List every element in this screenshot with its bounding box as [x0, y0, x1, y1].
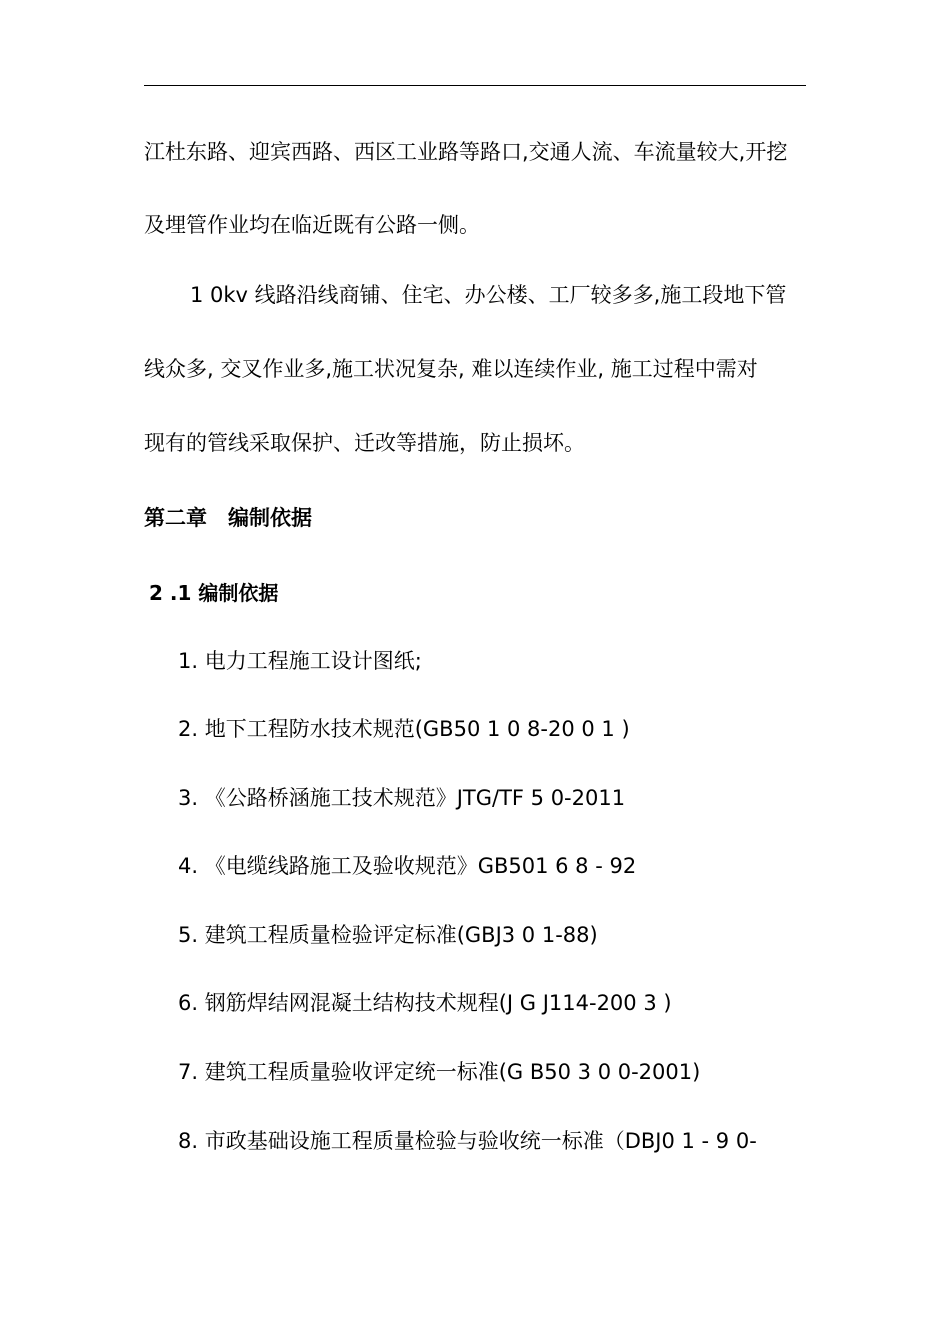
chapter-heading: 第二章 编制依据 — [144, 506, 312, 530]
list-item: 3. 《公路桥涵施工技术规范》JTG/TF 5 0-2011 — [178, 786, 626, 810]
list-item: 8. 市政基础设施工程质量检验与验收统一标准（DBJ0 1 - 9 0- — [178, 1129, 757, 1153]
list-item: 1. 电力工程施工设计图纸; — [178, 649, 422, 673]
section-heading: 2 .1 编制依据 — [149, 581, 279, 605]
list-item: 6. 钢筋焊结网混凝土结构技术规程(J G J114-200 3 ) — [178, 991, 672, 1015]
paragraph-2-line-2: 线众多, 交叉作业多,施工状况复杂, 难以连续作业, 施工过程中需对 — [144, 357, 758, 381]
paragraph-1-line-2: 及埋管作业均在临近既有公路一侧。 — [144, 213, 480, 237]
list-item: 4. 《电缆线路施工及验收规范》GB501 6 8 - 92 — [178, 854, 637, 878]
paragraph-1-line-1: 江杜东路、迎宾西路、西区工业路等路口,交通人流、车流量较大,开挖 — [144, 140, 788, 164]
list-item: 2. 地下工程防水技术规范(GB50 1 0 8-20 0 1 ) — [178, 717, 630, 741]
header-rule — [144, 85, 806, 86]
list-item: 5. 建筑工程质量检验评定标准(GBJ3 0 1-88) — [178, 923, 598, 947]
paragraph-2-line-3: 现有的管线采取保护、迁改等措施，防止损坏。 — [144, 431, 585, 455]
list-item: 7. 建筑工程质量验收评定统一标准(G B50 3 0 0-2001) — [178, 1060, 701, 1084]
paragraph-2-line-1: 1 0kv 线路沿线商铺、住宅、办公楼、工厂较多多,施工段地下管 — [190, 283, 787, 307]
